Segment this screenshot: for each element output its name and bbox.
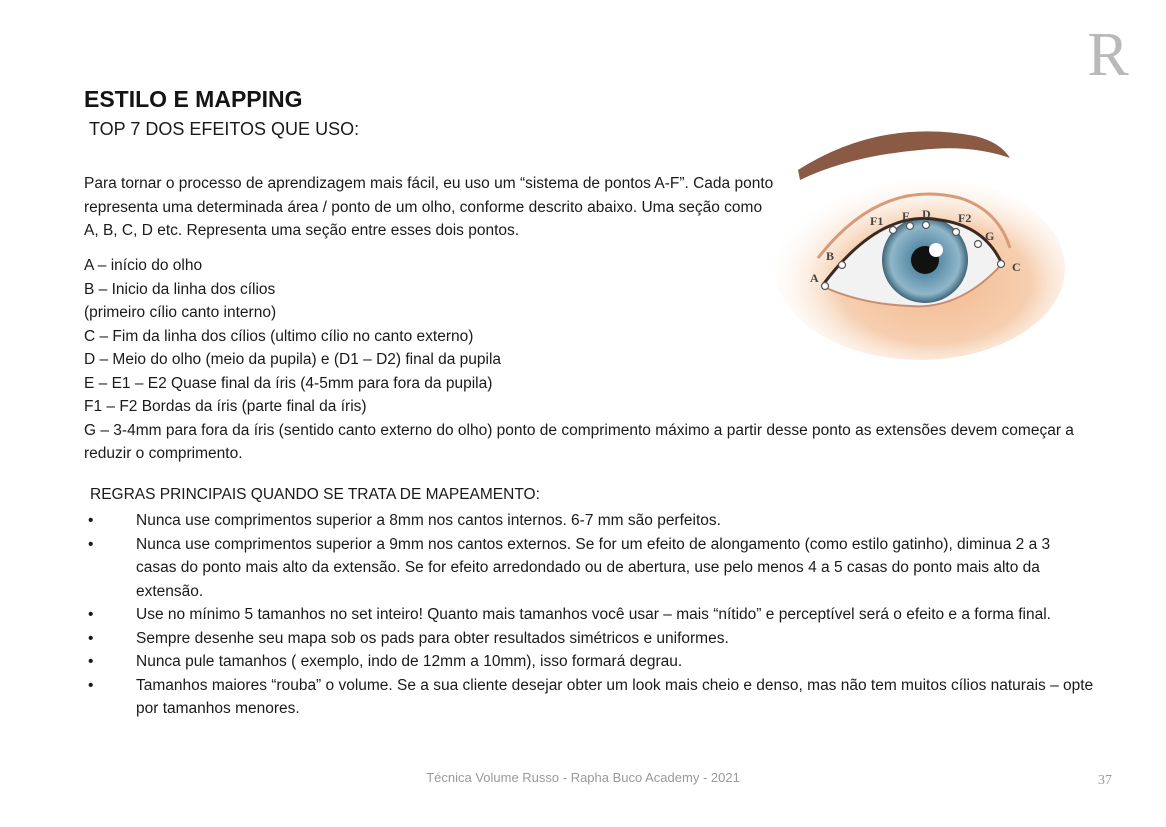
- point-f2-marker: [953, 229, 960, 236]
- brand-logo: R: [1087, 21, 1129, 89]
- label-c: C: [1012, 260, 1021, 274]
- eyebrow-icon: [798, 131, 1010, 180]
- rule-item: [84, 674, 1094, 721]
- rule-item: [84, 627, 1094, 651]
- point-e: E – E1 – E2 Quase final da íris (4-5mm para fora da pupila): [84, 374, 493, 392]
- point-b-note: (primeiro cílio canto interno): [84, 304, 277, 321]
- point-b-marker: [839, 262, 846, 269]
- bullet-icon: •: [88, 629, 94, 647]
- point-b: B – Inicio da linha dos cílios: [84, 280, 276, 298]
- point-f1-marker: [890, 227, 897, 234]
- point-f: F1 – F2 Bordas da íris (parte final da íris): [84, 398, 367, 415]
- rule-text: Tamanhos maiores “rouba” o volume. Se a sua cliente desejar obter um look mais cheio e denso, mas não tem muitos cílios naturais – opte por tamanhos menores.: [136, 676, 1094, 717]
- point-e-marker: [907, 223, 914, 230]
- eye-mapping-illustration: [770, 98, 1070, 360]
- eye-highlight: [929, 243, 943, 257]
- bullet-icon: •: [88, 653, 94, 670]
- point-c: C – Fim da linha dos cílios (ultimo cílio no canto externo): [84, 327, 474, 345]
- point-a: A – início do olho: [84, 257, 203, 274]
- page-subtitle: TOP 7 DOS EFEITOS QUE USO:: [89, 119, 360, 139]
- footer-text: Técnica Volume Russo - Rapha Buco Academy - 2021: [426, 770, 740, 785]
- rule-item: [84, 650, 1094, 674]
- point-c-marker: [998, 261, 1005, 268]
- label-b: B: [826, 249, 835, 263]
- page-number: 37: [1098, 773, 1112, 788]
- point-g: G – 3-4mm para fora da íris (sentido canto externo do olho) ponto de comprimento máximo a partir desse ponto as extensões devem começar a reduzir o comprimento.: [84, 421, 1074, 462]
- rule-item: [84, 509, 1094, 533]
- label-f1: F1: [870, 214, 884, 228]
- rule-text: Nunca use comprimentos superior a 8mm nos cantos internos. 6-7 mm são perfeitos.: [136, 512, 721, 529]
- label-f2: F2: [958, 211, 972, 225]
- rule-text: Nunca use comprimentos superior a 9mm nos cantos externos. Se for um efeito de alongamento (como estilo gatinho), diminua 2 a 3 casas do ponto mais alto da extensão. Se for efeito arredondado ou de abertura, use pelo menos 4 a 5 casas do ponto mais alto da extensão.: [136, 535, 1051, 600]
- bullet-icon: •: [88, 535, 94, 553]
- rule-item: [84, 533, 1094, 604]
- bullet-icon: •: [88, 606, 94, 623]
- rule-text: Sempre desenhe seu mapa sob os pads para obter resultados simétricos e uniformes.: [136, 629, 729, 647]
- bullet-icon: •: [88, 512, 94, 529]
- rule-item: [84, 603, 1094, 627]
- label-a: A: [810, 271, 819, 285]
- label-g: G: [985, 229, 995, 243]
- point-a-marker: [822, 283, 829, 290]
- rules-list: [84, 509, 1094, 721]
- label-e: E: [902, 209, 911, 223]
- rule-text: Use no mínimo 5 tamanhos no set inteiro! Quanto mais tamanhos você usar – mais “nítido” e perceptível será o efeito e a forma final.: [136, 606, 1051, 623]
- point-d-marker: [923, 222, 930, 229]
- rule-text: Nunca pule tamanhos ( exemplo, indo de 12mm a 10mm), isso formará degrau.: [136, 653, 683, 670]
- rules-heading: REGRAS PRINCIPAIS QUANDO SE TRATA DE MAPEAMENTO:: [90, 486, 540, 503]
- page-title: ESTILO E MAPPING: [84, 86, 303, 112]
- point-d: D – Meio do olho (meio da pupila) e (D1 – D2) final da pupila: [84, 351, 502, 368]
- intro-paragraph: Para tornar o processo de aprendizagem mais fácil, eu uso um “sistema de pontos A-F”. Cada ponto representa uma determinada área / ponto de um olho, conforme descrito abaixo. Uma seção como A, B, C, D etc. Representa uma seção entre esses dois pontos.: [84, 175, 774, 239]
- bullet-icon: •: [88, 676, 94, 694]
- label-d: D: [922, 207, 931, 221]
- point-g-marker: [975, 241, 982, 248]
